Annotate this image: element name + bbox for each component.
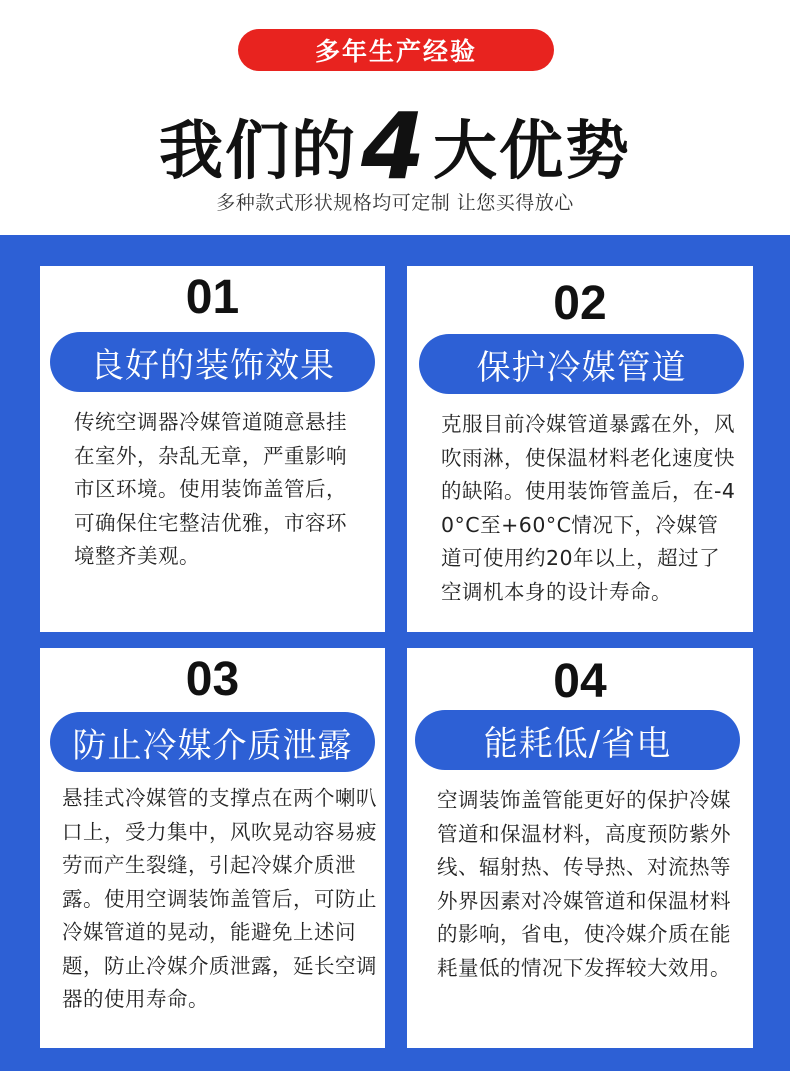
headline-suffix: 大优势 xyxy=(433,115,631,189)
advantage-card-01 xyxy=(40,266,385,632)
card-description: 传统空调器冷媒管道随意悬挂在室外，杂乱无章，严重影响市区环境。使用装饰盖管后，可确保住宅整洁优雅，市容环境整齐美观。 xyxy=(74,410,347,568)
card-number: 04 xyxy=(553,655,607,708)
card-title-pill: 能耗低/省电 xyxy=(415,710,740,770)
card-title-pill: 防止冷媒介质泄露 xyxy=(50,712,375,772)
page-headline xyxy=(0,92,790,200)
card-number: 01 xyxy=(185,271,240,324)
advantage-card-02 xyxy=(407,266,753,632)
headline-prefix: 我们的 xyxy=(158,115,357,189)
card-title-pill: 良好的装饰效果 xyxy=(50,332,375,392)
advantage-card-03 xyxy=(40,648,385,1048)
card-number: 03 xyxy=(185,653,240,706)
experience-badge: 多年生产经验 xyxy=(238,29,554,71)
headline-number: 4 xyxy=(360,92,427,200)
card-number: 02 xyxy=(553,277,607,330)
page-subtitle: 多种款式形状规格均可定制 让您买得放心 xyxy=(216,192,574,214)
advantage-card-04 xyxy=(407,648,753,1048)
card-title-pill: 保护冷媒管道 xyxy=(419,334,744,394)
card-description: 悬挂式冷媒管的支撑点在两个喇叭口上，受力集中，风吹晃动容易疲劳而产生裂缝，引起冷媒介质泄露。使用空调装饰盖管后，可防止冷媒管道的晃动，能避免上述问题，防止冷媒介质泄露，延长空调器的使用寿命。 xyxy=(62,786,377,1011)
card-description: 克服目前冷媒管道暴露在外，风吹雨淋，使保温材料老化速度快的缺陷。使用装饰管盖后，在-40°C至+60°C情况下，冷媒管道可使用约20年以上，超过了空调机本身的设计寿命。 xyxy=(441,412,736,604)
card-description: 空调装饰盖管能更好的保护冷媒管道和保温材料，高度预防紫外线、辐射热、传导热、对流热等外界因素对冷媒管道和保温材料的影响，省电，使冷媒介质在能耗量低的情况下发挥较大效用。 xyxy=(437,788,731,980)
